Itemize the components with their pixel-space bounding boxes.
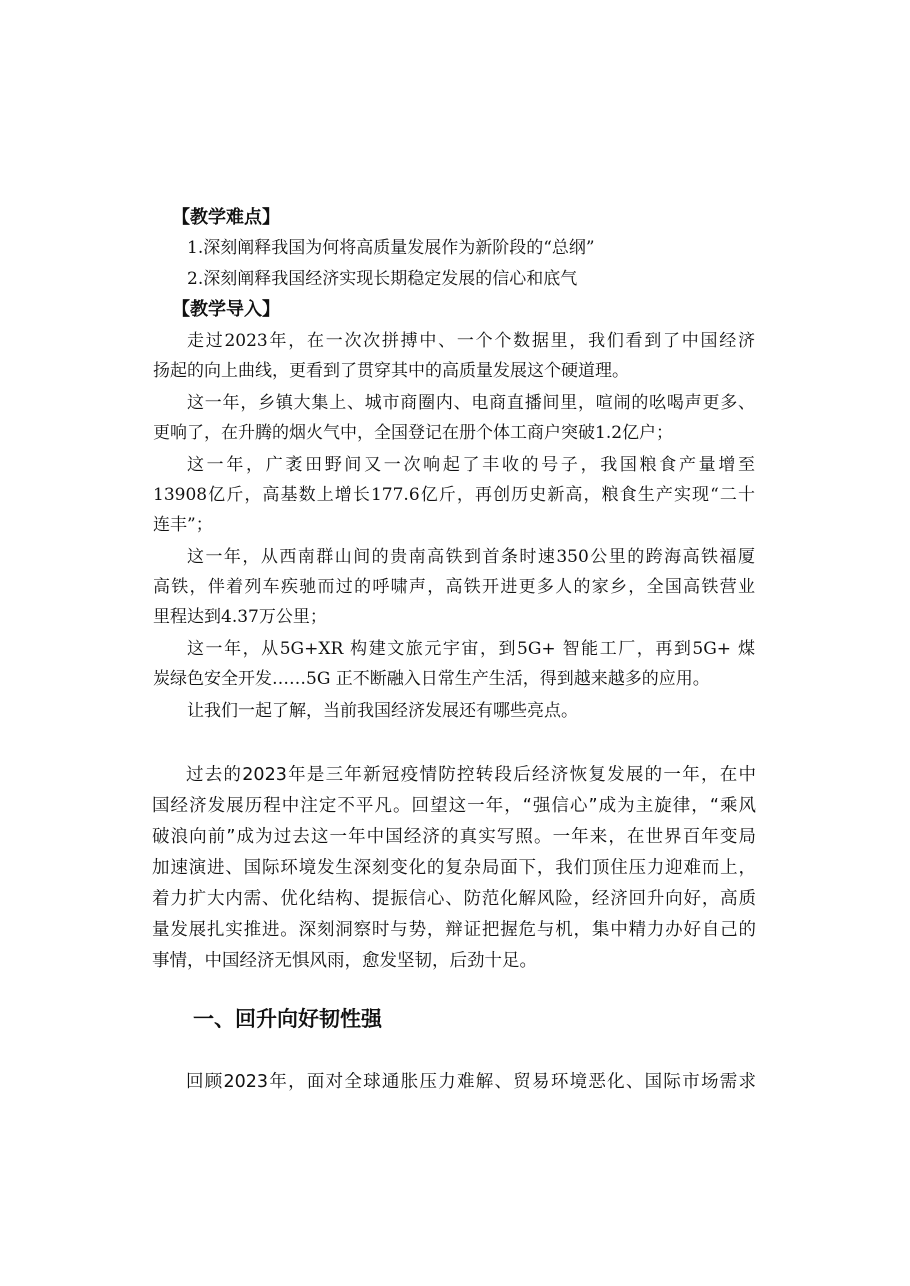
- difficulty-item-1: 1.深刻阐释我国为何将高质量发展作为新阶段的“总纲”: [187, 238, 595, 258]
- body-p1-line-2: 国经济发展历程中注定不平凡。回望这一年，“强信心”成为主旋律，“乘风: [152, 796, 756, 816]
- intro-p5-line-2: 炭绿色安全开发……5G 正不断融入日常生产生活，得到越来越多的应用。: [153, 669, 710, 689]
- intro-p2-line-2: 更响了，在升腾的烟火气中，全国登记在册个体工商户突破1.2亿户；: [153, 423, 674, 443]
- intro-p4-line-1: 这一年，从西南群山间的贵南高铁到首条时速350公里的跨海高铁福厦: [187, 547, 755, 567]
- intro-p1-line-2: 扬起的向上曲线，更看到了贯穿其中的高质量发展这个硬道理。: [153, 361, 629, 381]
- difficulty-heading: 【教学难点】: [172, 207, 280, 228]
- intro-p3-line-1: 这一年，广袤田野间又一次响起了丰收的号子，我国粮食产量增至: [187, 455, 755, 475]
- intro-p3-line-3: 连丰”；: [153, 515, 213, 535]
- body-p1-line-7: 事情，中国经济无惧风雨，愈发坚韧，后劲十足。: [152, 951, 537, 971]
- body-p1-line-5: 着力扩大内需、优化结构、提振信心、防范化解风险，经济回升向好，高质: [152, 889, 756, 909]
- intro-p2-line-1: 这一年，乡镇大集上、城市商圈内、电商直播间里，喧闹的吆喝声更多、: [187, 393, 755, 413]
- intro-p3-line-2: 13908亿斤，高基数上增长177.6亿斤，再创历史新高，粮食生产实现“二十: [153, 485, 755, 505]
- section-1-p1-line-1: 回顾2023年，面对全球通胀压力难解、贸易环境恶化、国际市场需求: [186, 1072, 756, 1092]
- intro-heading: 【教学导入】: [172, 299, 280, 320]
- difficulty-item-2: 2.深刻阐释我国经济实现长期稳定发展的信心和底气: [187, 269, 578, 289]
- intro-p5-line-1: 这一年，从5G+XR 构建文旅元宇宙，到5G+ 智能工厂，再到5G+ 煤: [187, 639, 755, 659]
- body-p1-line-3: 破浪向前”成为过去这一年中国经济的真实写照。一年来，在世界百年变局: [152, 827, 756, 847]
- body-p1-line-4: 加速演进、国际环境发生深刻变化的复杂局面下，我们顶住压力迎难而上，: [152, 858, 756, 878]
- body-p1-line-1: 过去的2023年是三年新冠疫情防控转段后经济恢复发展的一年，在中: [186, 765, 756, 785]
- body-p1-line-6: 量发展扎实推进。深刻洞察时与势，辩证把握危与机，集中精力办好自己的: [152, 920, 756, 940]
- section-1-title: 一、回升向好韧性强: [193, 1007, 382, 1031]
- intro-p1-line-1: 走过2023年，在一次次拼搏中、一个个数据里，我们看到了中国经济: [187, 331, 755, 351]
- intro-p4-line-3: 里程达到4.37万公里；: [153, 607, 327, 627]
- intro-p6-line-1: 让我们一起了解，当前我国经济发展还有哪些亮点。: [187, 701, 578, 721]
- intro-p4-line-2: 高铁，伴着列车疾驰而过的呼啸声，高铁开进更多人的家乡，全国高铁营业: [153, 577, 755, 597]
